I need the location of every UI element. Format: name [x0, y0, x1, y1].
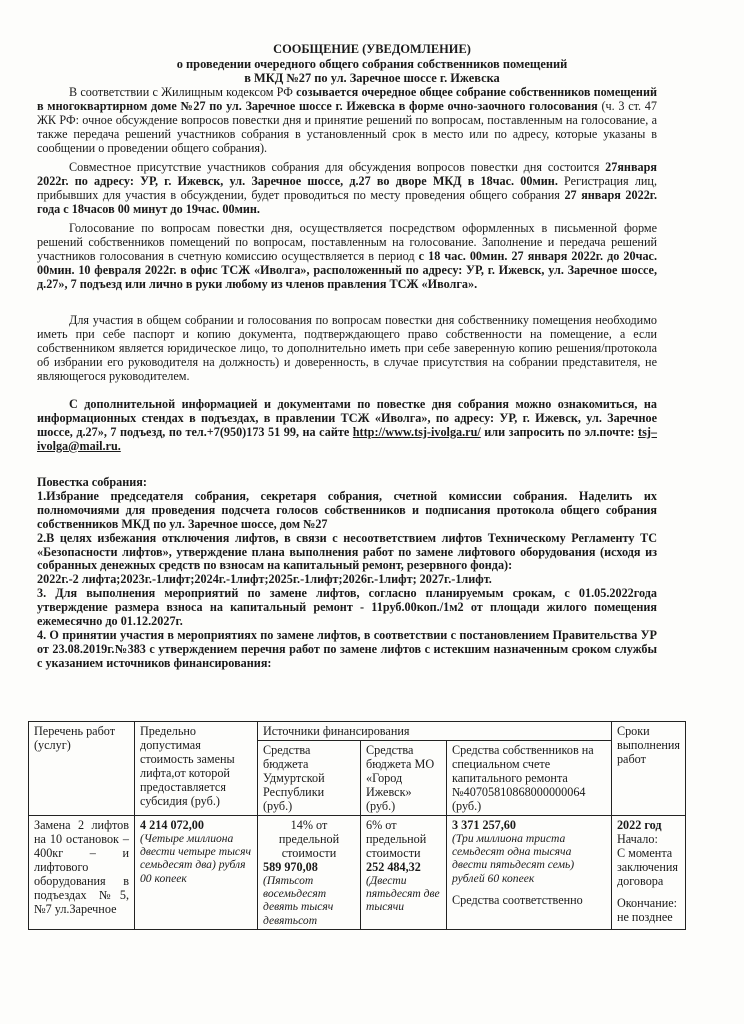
header-budget-mo: Средства бюджета МО «Город Ижевск» (руб.)	[361, 741, 447, 816]
table-row	[29, 816, 686, 930]
max-cost-value: 4 214 072,00	[140, 818, 204, 832]
agenda-item-3: 3. Для выполнения мероприятий по замене лифтов, согласно планируемым срокам, с 01.05.2022года утверждение размера взноса на капитальный ремонт - 11руб.00коп./1м2 от площади жилого помещения ежемесячно до 01.12.2027г.	[37, 586, 657, 629]
header-owners: Средства собственников на специальном счете капитального ремонта №40705810868000000064 (руб.)	[447, 741, 612, 816]
cell-owners	[447, 816, 612, 930]
agenda-block	[37, 476, 657, 671]
ur-sum: 589 970,08	[263, 860, 318, 874]
paragraph-additional-info	[37, 398, 657, 454]
ur-words: (Пятьсот восемьдесят девять тысяч девятьсот	[263, 874, 334, 927]
header-sources: Источники финансирования	[258, 722, 612, 741]
text-bold: 27 января 2022г. года с 18часов 00 минут до 19час. 00мин.	[37, 187, 657, 216]
terms-start-text: С момента заключения договора	[616, 846, 678, 888]
agenda-item-2-plan: 2022г.-2 лифта;2023г.-1лифт;2024г.-1лифт;2025г.-1лифт;2026г.-1лифт; 2027г.-1лифт.	[37, 572, 492, 587]
notice-title: СООБЩЕНИЕ (УВЕДОМЛЕНИЕ)	[273, 42, 471, 56]
agenda-title: Повестка собрания:	[37, 475, 147, 489]
text: Совместное присутствие участников собрания для обсуждения вопросов повестки дня состоится	[69, 160, 606, 174]
paragraph-documents-required: Для участия в общем собрании и голосования по вопросам повестки дня собственнику помещения необходимо иметь при себе паспорт и копию документа, подтверждающего право собственности на помещение, а если собственником является юридическое лицо, то дополнительно иметь при себе заверенную копию решения/протокола об избрании его руководителя на должность) и доверенность, в случае присутствия на собрании представителя, не являющегося руководителем.	[37, 313, 657, 383]
notice-subtitle-2: в МКД №27 по ул. Заречное шоссе г. Ижевска	[244, 71, 500, 85]
financing-table	[28, 721, 686, 930]
header-max-cost: Предельно допустимая стоимость замены лифта,от которой предоставляется субсидия (руб.)	[135, 722, 258, 816]
text-bold: созывается очередное общее собрание собственников помещений в многоквартирном доме №27 по ул. Заречное шоссе г. Ижевска в форме очно-заочного голосования	[37, 85, 657, 113]
email-link[interactable]: tsj–ivolga@mail.ru.	[37, 424, 657, 453]
terms-year: 2022 год	[616, 818, 662, 832]
paragraph-legal-basis	[37, 86, 657, 156]
agenda-item-4: 4. О принятии участия в мероприятиях по замене лифтов, в соответствии с постановлением Правительства УР от 23.08.2019г.№383 с утверждением перечня работ по замене лифтов с истекшим назначенным сроком службы с указанием источников финансирования:	[37, 627, 657, 670]
text: Регистрация лиц, прибывших для участия в обсуждении, будет проводиться по месту проведения общего собрания	[37, 173, 657, 202]
owners-note: Средства соответственно	[452, 892, 583, 907]
max-cost-words: (Четыре миллиона двести четыре тысяч семьдесят два) рубля 00 копеек	[140, 832, 251, 885]
notice-subtitle-1: о проведении очередного общего собрания собственников помещений	[176, 57, 568, 71]
text-bold: или запросить по эл.почте:	[480, 424, 639, 439]
header-services: Перечень работ (услуг)	[29, 722, 135, 816]
mo-words: (Двести пятьдесят две тысячи	[366, 874, 440, 914]
text-bold: с 18 час. 00мин. 27 января 2022г. до 20час. 00мин. 10 февраля 2022г. в офис ТСЖ «Иволга», расположенный по адресу: УР, г. Ижевск, ул. Заречное шоссе, д.27», 7 подъезд или лично в руки любому из членов правления ТСЖ «Иволга».	[37, 248, 657, 291]
agenda-item-1: 1.Избрание председателя собрания, секретаря собрания, счетной комиссии собрания. Наделить их полномочиями для проведения подсчета голосов собственников и подписания протокола общего собрания собственников МКД по ул. Заречное шоссе, дом №27	[37, 488, 657, 531]
cell-max-cost	[135, 816, 258, 930]
header-terms: Сроки выполнения работ	[611, 722, 685, 816]
terms-end-text: не позднее	[616, 910, 673, 924]
table-header-row	[29, 722, 686, 741]
cell-budget-mo	[361, 816, 447, 930]
mo-sum: 252 484,32	[366, 860, 421, 874]
paragraph-voting	[37, 222, 657, 292]
cell-terms	[611, 816, 685, 930]
agenda-item-2: 2.В целях избежания отключения лифтов, в связи с несоответствием лифтов Техническому Регламенту ТС «Безопасности лифтов», утверждение плана выполнения работ по замене лифтового оборудования (исходя из собранных денежных средств по взносам на капитальный ремонт, резервного фонда):	[37, 530, 657, 573]
cell-services: Замена 2 лифтов на 10 остановок – 400кг – и лифтового оборудования в подъездах №5, №7 ул.Заречное	[29, 816, 135, 930]
mo-percent: 6% от предельной стоимости	[366, 818, 427, 860]
header-budget-ur: Средства бюджета Удмуртской Республики (руб.)	[258, 741, 361, 816]
terms-start-label: Начало:	[616, 832, 658, 846]
text: Голосование по вопросам повестки дня, осуществляется посредством оформленных в письменной форме решений собственников помещений по вопросам, поставленным на голосование. Заполнение и передача решений участников голосования в счетную комиссию осуществляется в период	[37, 221, 657, 263]
ur-percent: 14% от предельной стоимости	[278, 818, 340, 860]
owners-sum: 3 371 257,60	[452, 818, 516, 832]
text-bold: 27января 2022г. по адресу: УР, г. Ижевск, ул. Заречное шоссе, д.27 во дворе МКД в 18час. 00мин.	[37, 160, 657, 188]
owners-words: (Три миллиона триста семьдесят одна тысяча двести пятьдесят семь) рублей 60 копеек	[452, 832, 575, 885]
terms-end-label: Окончание:	[616, 896, 678, 910]
paragraph-meeting-time	[37, 161, 657, 217]
text: В соответствии с Жилищным кодексом РФ	[69, 85, 297, 99]
text: (ч. 3 ст. 47 ЖК РФ: очное обсуждение вопросов повестки дня и принятие решений по вопросам, поставленным на голосование, а также передача решений участников собрания в установленный срок в место или по адресу, которые указаны в сообщении о проведении общего собрания).	[37, 98, 657, 155]
cell-budget-ur	[258, 816, 361, 930]
site-link[interactable]: http://www.tsj-ivolga.ru/	[352, 424, 481, 439]
text-bold: С дополнительной информацией и документами по повестке дня собрания можно ознакомиться, на информационных стендах в подъездах, в правлении ТСЖ «Иволга», по адресу: УР, г. Ижевск, ул. Заречное шоссе, д.27», 7 подъезд, по тел.+7(950)173 51 99, на сайте	[37, 397, 657, 439]
